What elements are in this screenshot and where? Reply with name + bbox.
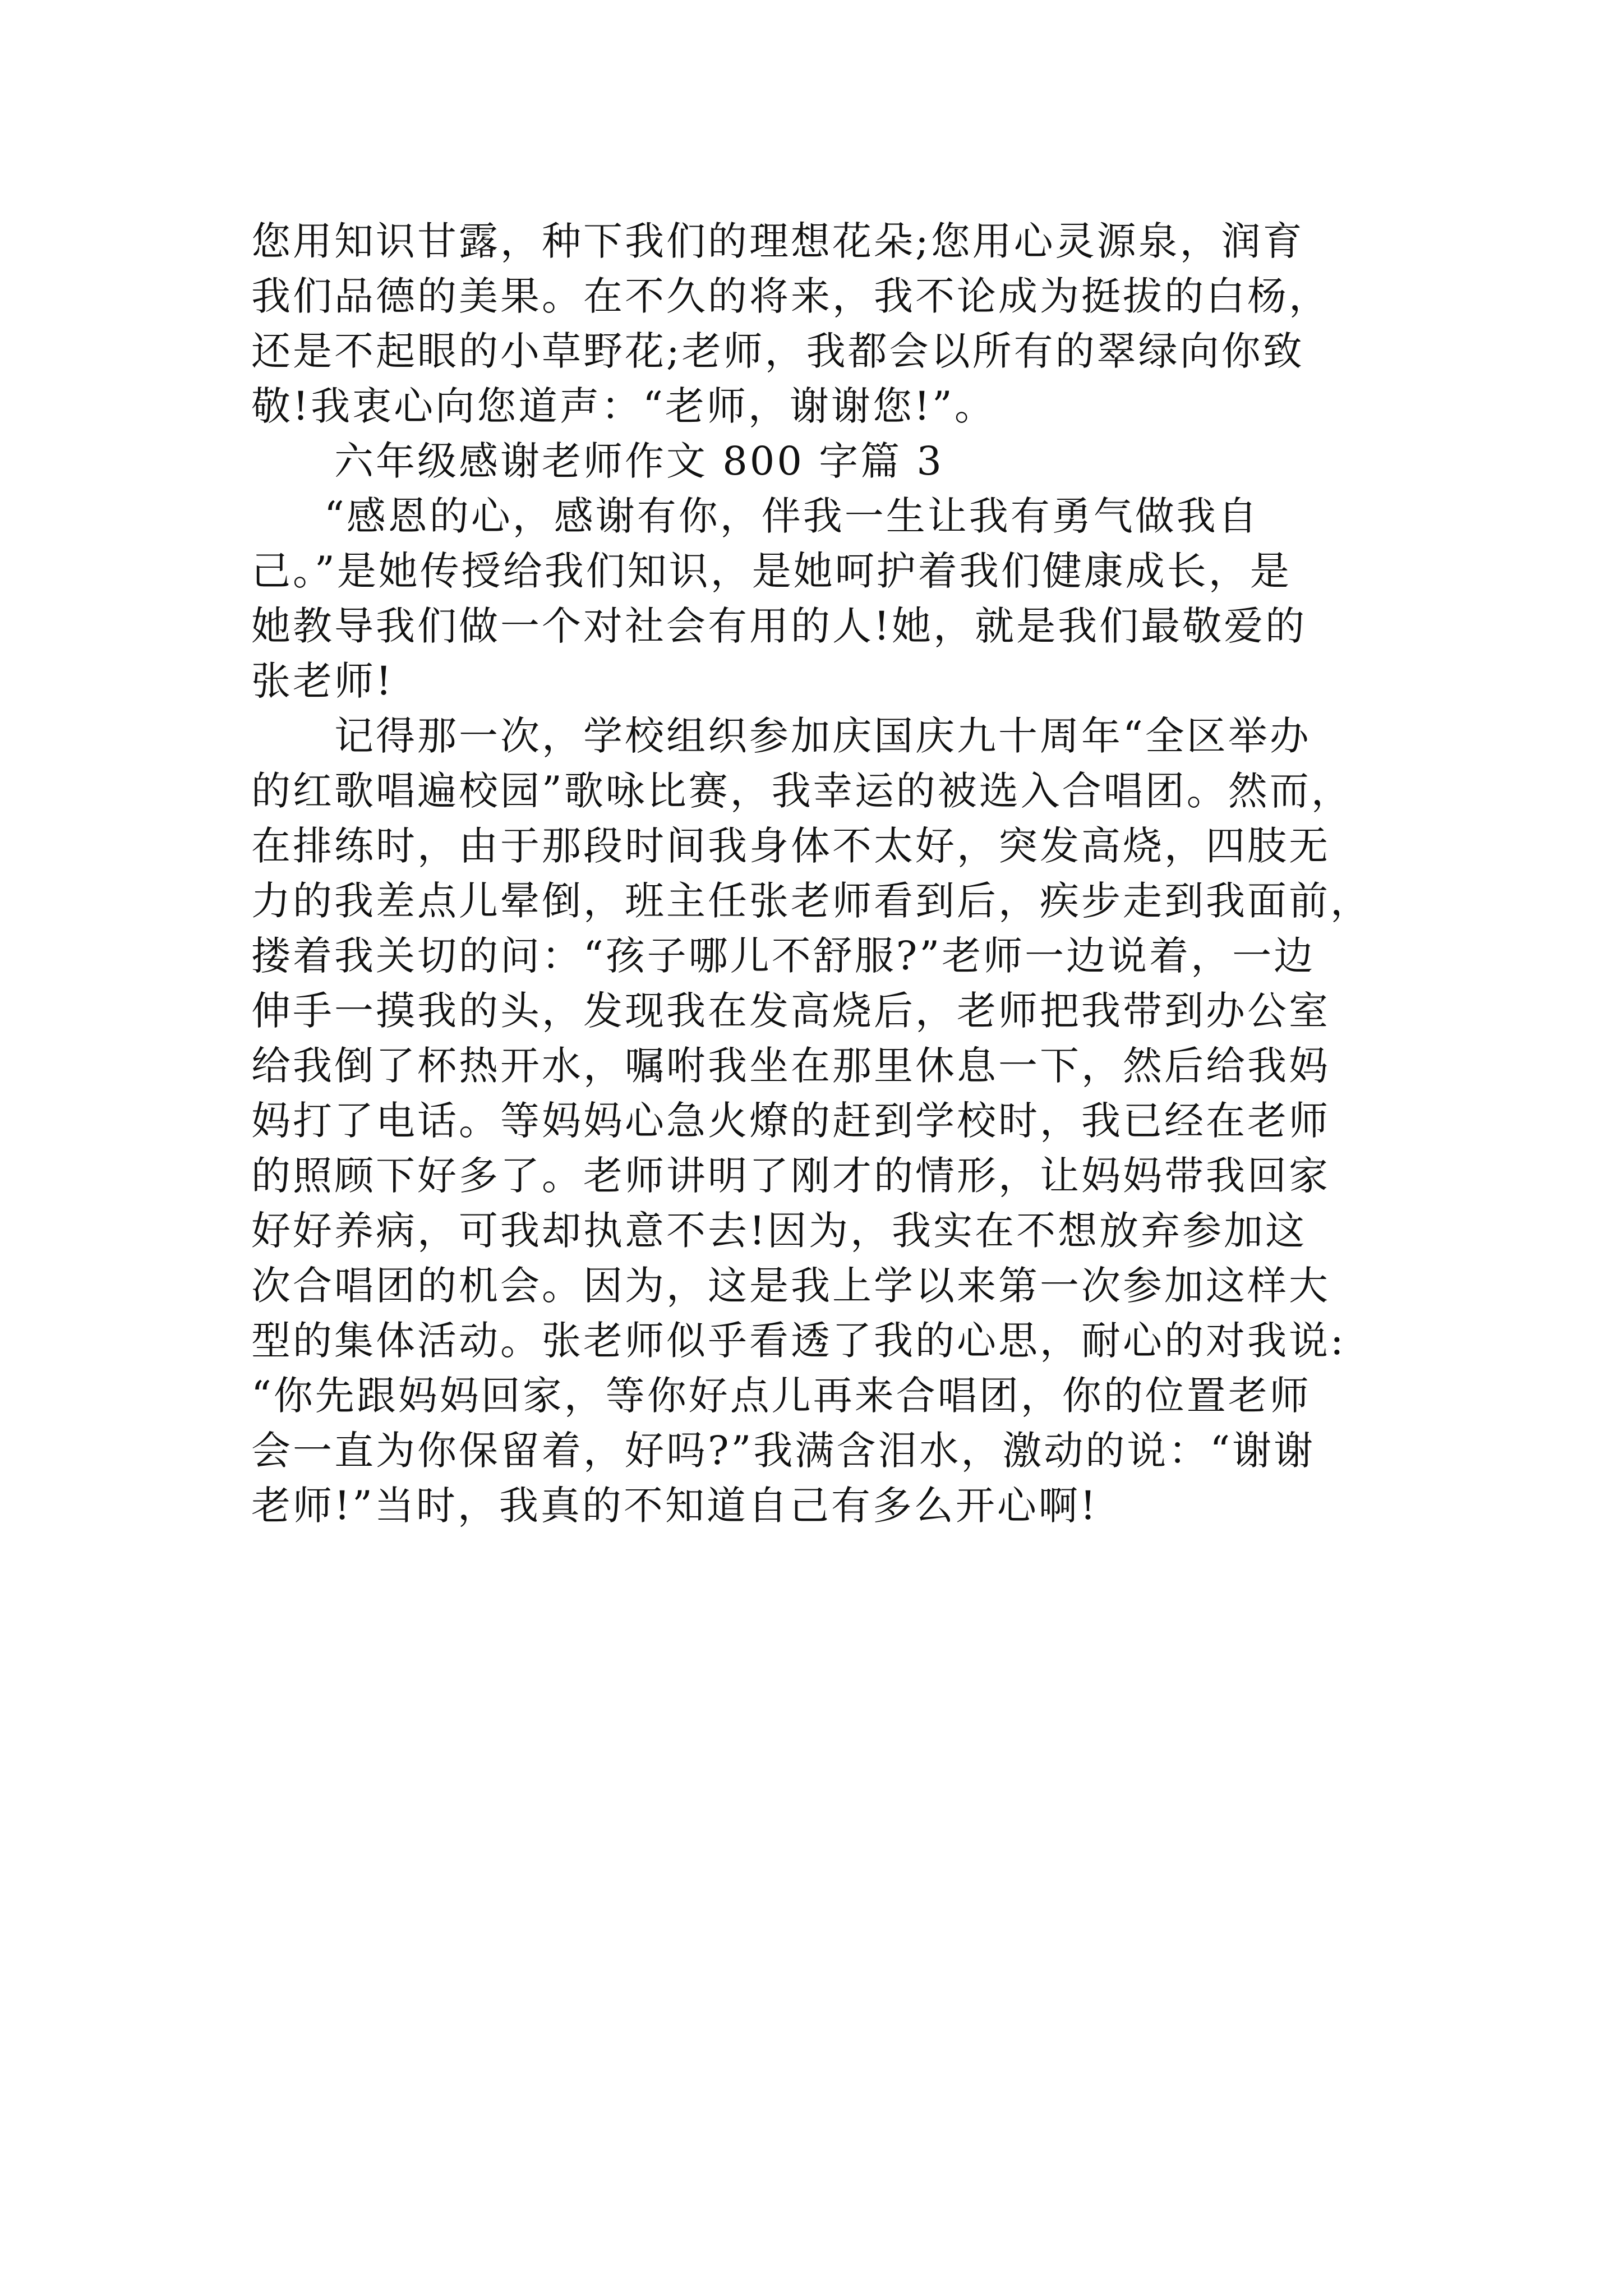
paragraph-3-line-7: 给我倒了杯热开水，嘱咐我坐在那里休息一下，然后给我妈 xyxy=(251,1043,1330,1089)
section-heading: 六年级感谢老师作文 800 字篇 3 xyxy=(334,438,944,484)
paragraph-2-line-1: “感恩的心，感谢有你，伴我一生让我有勇气做我自 xyxy=(324,493,1260,539)
paragraph-3-line-15: 老师!”当时，我真的不知道自己有多么开心啊! xyxy=(251,1483,1099,1529)
paragraph-1-line-3: 还是不起眼的小草野花;老师，我都会以所有的翠绿向你致 xyxy=(251,328,1304,374)
paragraph-3-line-2: 的红歌唱遍校园”歌咏比赛，我幸运的被选入合唱团。然而， xyxy=(251,768,1353,814)
paragraph-3-line-8: 妈打了电话。等妈妈心急火燎的赶到学校时，我已经在老师 xyxy=(251,1098,1330,1144)
paragraph-3-line-6: 伸手一摸我的头，发现我在发高烧后，老师把我带到办公室 xyxy=(251,988,1330,1034)
paragraph-3-line-1: 记得那一次，学校组织参加庆国庆九十周年“全区举办 xyxy=(334,713,1311,759)
paragraph-3-line-3: 在排练时，由于那段时间我身体不太好，突发高烧，四肢无 xyxy=(251,823,1330,869)
paragraph-1-line-2: 我们品德的美果。在不久的将来，我不论成为挺拔的白杨， xyxy=(251,273,1330,319)
paragraph-3-line-9: 的照顾下好多了。老师讲明了刚才的情形，让妈妈带我回家 xyxy=(251,1153,1330,1199)
paragraph-1-line-1: 您用知识甘露，种下我们的理想花朵;您用心灵源泉，润育 xyxy=(251,218,1304,264)
paragraph-3-line-4: 力的我差点儿晕倒，班主任张老师看到后，疾步走到我面前， xyxy=(251,878,1372,924)
paragraph-3-line-10: 好好养病，可我却执意不去!因为，我实在不想放弃参加这 xyxy=(251,1208,1307,1254)
paragraph-1-line-4: 敬!我衷心向您道声：“老师，谢谢您!”。 xyxy=(251,383,996,429)
paragraph-3-line-14: 会一直为你保留着，好吗?”我满含泪水，激动的说：“谢谢 xyxy=(251,1428,1316,1474)
paragraph-2-line-4: 张老师! xyxy=(251,658,394,704)
paragraph-3-line-11: 次合唱团的机会。因为，这是我上学以来第一次参加这样大 xyxy=(251,1263,1330,1309)
paragraph-2-line-3: 她教导我们做一个对社会有用的人!她，就是我们最敬爱的 xyxy=(251,603,1307,649)
paragraph-3-line-12: 型的集体活动。张老师似乎看透了我的心思，耐心的对我说: xyxy=(251,1318,1346,1364)
paragraph-3-line-5: 搂着我关切的问：“孩子哪儿不舒服?”老师一边说着，一边 xyxy=(251,933,1316,979)
paragraph-2-line-2: 己。”是她传授给我们知识，是她呵护着我们健康成长，是 xyxy=(251,548,1292,594)
paragraph-3-line-13: “你先跟妈妈回家，等你好点儿再来合唱团，你的位置老师 xyxy=(251,1373,1311,1419)
